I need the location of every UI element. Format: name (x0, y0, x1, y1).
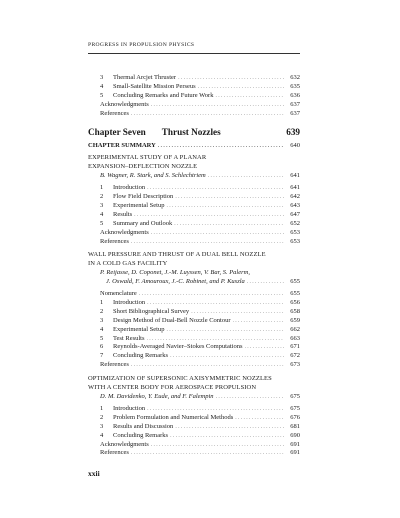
item-title: Introduction (113, 298, 146, 306)
item-title: Flow Field Description (113, 192, 174, 200)
dot-leader (247, 278, 284, 287)
item-page: 672 (290, 352, 300, 360)
toc-item (88, 449, 300, 458)
dot-leader (215, 92, 284, 101)
authors-text: B. Wagner, R. Stark, and S. Schlechtriem (100, 172, 206, 180)
item-title: Test Results (113, 334, 145, 342)
article-page: 641 (290, 172, 300, 180)
item-page: 653 (290, 237, 300, 245)
header-rule (88, 53, 300, 54)
item-title: References (100, 109, 129, 117)
toc-item (88, 441, 300, 450)
chapter-name: Thrust Nozzles (161, 126, 221, 137)
toc-item (88, 432, 300, 441)
item-number: 1 (100, 404, 104, 412)
article-title-line: IN A COLD GAS FACILITY (88, 260, 168, 268)
dot-leader (166, 326, 284, 335)
chapter-heading (88, 128, 300, 137)
toc-item (88, 110, 300, 119)
item-title: Acknowledgments (100, 440, 149, 448)
toc-item (88, 74, 300, 83)
dot-leader (216, 393, 284, 402)
dot-leader (170, 352, 284, 361)
dot-leader (131, 361, 284, 370)
toc-item (88, 343, 300, 352)
item-number: 5 (100, 334, 104, 342)
toc-item (88, 414, 300, 423)
item-title: Nomenclature (100, 290, 137, 298)
toc-item (88, 220, 300, 229)
item-title: References (100, 237, 129, 245)
authors-text: D. M. Davidenko, Y. Eude, and F. Falempin (100, 393, 214, 400)
dot-leader (170, 432, 284, 441)
item-page: 653 (290, 228, 300, 236)
item-number: 4 (100, 325, 104, 333)
item-title: References (100, 449, 129, 457)
item-title: Introduction (113, 404, 146, 412)
dot-leader (131, 449, 284, 458)
toc-item (88, 405, 300, 414)
item-title: Concluding Remarks (113, 431, 169, 439)
toc-item (88, 423, 300, 432)
dot-leader (151, 229, 284, 238)
item-title: Reynolds-Averaged Navier–Stokes Computations (113, 343, 243, 351)
dot-leader (198, 83, 284, 92)
toc-item (88, 238, 300, 247)
chapter-label: Chapter Seven (88, 126, 146, 137)
item-number: 1 (100, 184, 104, 192)
item-number: 4 (100, 431, 104, 439)
dot-leader (139, 290, 284, 299)
dot-leader (178, 74, 284, 83)
dot-leader (235, 414, 284, 423)
item-title: Acknowledgments (100, 100, 149, 108)
item-page: 659 (290, 316, 300, 324)
toc-item (88, 101, 300, 110)
dot-leader (175, 423, 284, 432)
item-title: Problem Formulation and Numerical Methods (113, 413, 234, 421)
dot-leader (174, 220, 284, 229)
page-number: xxii (88, 469, 100, 478)
dot-leader (134, 211, 284, 220)
article (88, 375, 300, 458)
dot-leader (147, 184, 284, 193)
item-number: 3 (100, 316, 104, 324)
dot-leader (131, 110, 284, 119)
item-title: Design Method of Dual-Bell Nozzle Contour (113, 316, 231, 324)
authors-text: J. Oswald, F. Amouroux, J.-C. Robinet, and P. Kuszla (106, 278, 245, 286)
item-number: 2 (100, 307, 104, 315)
item-number: 2 (100, 413, 104, 421)
item-number: 3 (100, 422, 104, 430)
toc-item (88, 229, 300, 238)
toc-item (88, 211, 300, 220)
article-authors (88, 393, 300, 402)
toc-item (88, 317, 300, 326)
item-page: 642 (290, 192, 300, 200)
toc-item (88, 290, 300, 299)
dot-leader (151, 101, 284, 110)
item-page: 673 (290, 361, 300, 369)
toc-item (88, 299, 300, 308)
article-title-line: OPTIMIZATION OF SUPERSONIC AXISYMMETRIC NOZZLES (88, 375, 272, 383)
chapter-page: 639 (286, 126, 300, 137)
item-page: 643 (290, 201, 300, 209)
item-page: 662 (290, 325, 300, 333)
item-page: 675 (290, 404, 300, 412)
toc-item (88, 83, 300, 92)
dot-leader (158, 142, 284, 151)
article-authors (88, 278, 300, 287)
item-number: 5 (100, 219, 104, 227)
dot-leader (147, 405, 284, 414)
item-page: 655 (290, 290, 300, 298)
item-page: 671 (290, 343, 300, 351)
article (88, 154, 300, 246)
article-title-line: EXPERIMENTAL STUDY OF A PLANAR (88, 154, 207, 162)
toc-item (88, 352, 300, 361)
item-title: Concluding Remarks and Future Work (113, 91, 214, 99)
item-number: 4 (100, 210, 104, 218)
dot-leader (233, 317, 284, 326)
article-page: 655 (290, 278, 300, 286)
authors-text: P. Reijasse, D. Coponet, J.-M. Luyssen, V. Bar, S. Palerm, (100, 269, 250, 277)
item-title: Summary and Outlook (113, 219, 173, 227)
item-page: 656 (290, 298, 300, 306)
toc-item (88, 92, 300, 101)
item-page: 663 (290, 334, 300, 342)
item-page: 647 (290, 210, 300, 218)
toc-item (88, 193, 300, 202)
dot-leader (245, 343, 285, 352)
summary-title: CHAPTER SUMMARY (88, 142, 156, 150)
item-title: Introduction (113, 184, 146, 192)
item-page: 658 (290, 307, 300, 315)
article-title-line: WITH A CENTER BODY FOR AEROSPACE PROPULSION (88, 384, 257, 392)
toc-item (88, 335, 300, 344)
item-number: 4 (100, 82, 104, 90)
item-number: 7 (100, 352, 104, 360)
item-title: References (100, 361, 129, 369)
item-title: Experimental Setup (113, 325, 165, 333)
article-title-line: WALL PRESSURE AND THRUST OF A DUAL BELL NOZZLE (88, 251, 266, 259)
item-page: 637 (290, 109, 300, 117)
dot-leader (175, 193, 284, 202)
toc-item (88, 326, 300, 335)
item-page: 691 (290, 449, 300, 457)
item-page: 690 (290, 431, 300, 439)
summary-page: 640 (290, 142, 300, 150)
chapter-summary (88, 142, 300, 151)
item-page: 636 (290, 91, 300, 99)
dot-leader (166, 202, 284, 211)
prev-items (88, 74, 300, 119)
dot-leader (147, 299, 284, 308)
item-title: Concluding Remarks (113, 352, 169, 360)
running-head: PROGRESS IN PROPULSION PHYSICS (88, 42, 195, 48)
toc-item (88, 202, 300, 211)
dot-leader (151, 441, 284, 450)
item-number: 2 (100, 192, 104, 200)
article (88, 251, 300, 370)
item-title: Experimental Setup (113, 201, 165, 209)
item-page: 632 (290, 74, 300, 81)
toc-content (88, 74, 300, 458)
dot-leader (191, 308, 284, 317)
article-authors (88, 269, 300, 278)
dot-leader (208, 172, 284, 181)
article-authors (88, 172, 300, 181)
article-page: 675 (290, 393, 300, 400)
dot-leader (147, 335, 284, 344)
item-number: 3 (100, 201, 104, 209)
toc-item (88, 308, 300, 317)
item-title: Short Bibliographical Survey (113, 307, 190, 315)
item-number: 5 (100, 91, 104, 99)
item-number: 6 (100, 343, 104, 351)
item-title: Acknowledgments (100, 228, 149, 236)
dot-leader (131, 238, 284, 247)
item-page: 635 (290, 82, 300, 90)
item-number: 3 (100, 74, 104, 81)
item-title: Thermal Arcjet Thruster (113, 74, 177, 81)
item-page: 637 (290, 100, 300, 108)
item-number: 1 (100, 298, 104, 306)
item-title: Results and Discussion (113, 422, 174, 430)
item-page: 676 (290, 413, 300, 421)
item-title: Results (113, 210, 133, 218)
article-title-line: EXPANSION–DEFLECTION NOZZLE (88, 163, 198, 171)
item-title: Small-Satellite Mission Perseus (113, 82, 196, 90)
toc-item (88, 184, 300, 193)
item-page: 681 (290, 422, 300, 430)
item-page: 691 (290, 440, 300, 448)
item-page: 641 (290, 184, 300, 192)
item-page: 652 (290, 219, 300, 227)
toc-item (88, 361, 300, 370)
